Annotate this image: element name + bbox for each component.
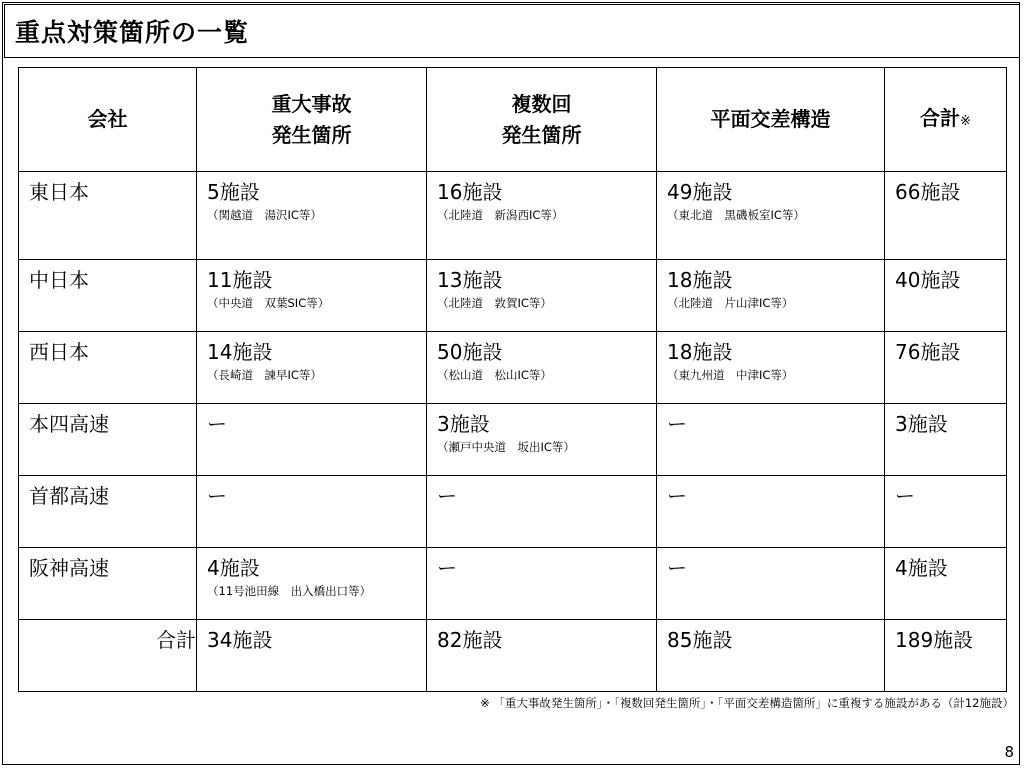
header-level-crossing: 平面交差構造 (657, 68, 885, 172)
total-cell: ー (885, 476, 1007, 548)
company-cell: 首都高速 (19, 476, 197, 548)
multiple-occurrence-cell: ー (427, 476, 657, 548)
level-crossing-cell: ー (657, 404, 885, 476)
level-crossing-cell: 49施設 （東北道 黒磯板室IC等） (657, 172, 885, 260)
serious-accident-cell: 5施設 （関越道 湯沢IC等） (197, 172, 427, 260)
company-cell: 西日本 (19, 332, 197, 404)
level-crossing-cell: 18施設 （東九州道 中津IC等） (657, 332, 885, 404)
page-title: 重点対策箇所の一覧 (15, 18, 250, 47)
total-cell: 3施設 (885, 404, 1007, 476)
totals-row (19, 620, 1007, 692)
table-row (19, 476, 1007, 548)
company-cell: 阪神高速 (19, 548, 197, 620)
level-crossing-cell: ー (657, 476, 885, 548)
footnote: ※ 「重大事故発生箇所」・「複数回発生箇所」・「平面交差構造箇所」に重複する施設がある（計12施設） (480, 696, 1014, 710)
header-total: 合計※ (885, 68, 1007, 172)
level-crossing-cell: 18施設 （北陸道 片山津IC等） (657, 260, 885, 332)
title-box (4, 4, 1020, 58)
multiple-occurrence-total: 82施設 (427, 620, 657, 692)
level-crossing-cell: ー (657, 548, 885, 620)
multiple-occurrence-cell: 50施設 （松山道 松山IC等） (427, 332, 657, 404)
multiple-occurrence-cell: 13施設 （北陸道 敦賀IC等） (427, 260, 657, 332)
facility-table (18, 67, 1007, 692)
serious-accident-total: 34施設 (197, 620, 427, 692)
multiple-occurrence-cell: 16施設 （北陸道 新潟西IC等） (427, 172, 657, 260)
serious-accident-cell: 14施設 （長崎道 諫早IC等） (197, 332, 427, 404)
total-cell: 4施設 (885, 548, 1007, 620)
table-row (19, 172, 1007, 260)
total-cell: 66施設 (885, 172, 1007, 260)
table-row (19, 260, 1007, 332)
totals-label: 合計 (19, 620, 197, 692)
level-crossing-total: 85施設 (657, 620, 885, 692)
header-serious-accident: 重大事故 発生箇所 (197, 68, 427, 172)
table-row (19, 332, 1007, 404)
multiple-occurrence-cell: 3施設 （瀬戸中央道 坂出IC等） (427, 404, 657, 476)
serious-accident-cell: ー (197, 476, 427, 548)
grand-total: 189施設 (885, 620, 1007, 692)
total-cell: 40施設 (885, 260, 1007, 332)
serious-accident-cell: 4施設 （11号池田線 出入橋出口等） (197, 548, 427, 620)
company-cell: 本四高速 (19, 404, 197, 476)
serious-accident-cell: 11施設 （中央道 双葉SIC等） (197, 260, 427, 332)
table-row (19, 404, 1007, 476)
multiple-occurrence-cell: ー (427, 548, 657, 620)
serious-accident-cell: ー (197, 404, 427, 476)
total-cell: 76施設 (885, 332, 1007, 404)
table-row (19, 548, 1007, 620)
header-company: 会社 (19, 68, 197, 172)
page-number: 8 (1004, 743, 1014, 761)
company-cell: 東日本 (19, 172, 197, 260)
company-cell: 中日本 (19, 260, 197, 332)
header-multiple-occurrence: 複数回 発生箇所 (427, 68, 657, 172)
table-header-row (19, 68, 1007, 172)
